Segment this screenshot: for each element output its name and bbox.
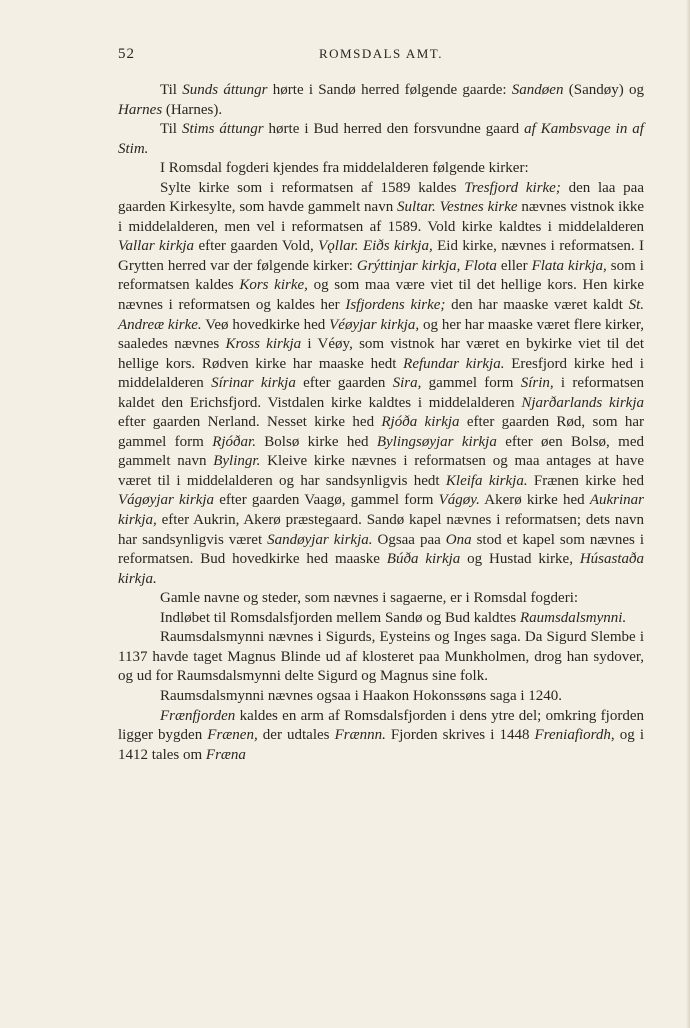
italic-term: Isfjordens kirke;	[345, 297, 446, 314]
italic-term: Sírin,	[520, 375, 554, 392]
text-run: og Hustad kirke,	[460, 551, 580, 568]
italic-term: Húsastaða kirkja.	[118, 551, 644, 587]
italic-term: Njarðarlands kirkja	[521, 394, 644, 411]
text-run: Eid kirke, nævnes i reformatsen. I Grytten herred var der følgende kirker:	[118, 238, 645, 274]
italic-term: Véøyjar kirkja,	[329, 316, 420, 333]
text-run: eller	[496, 257, 532, 274]
paragraph	[118, 120, 644, 159]
italic-term: Sírinar kirkja	[211, 375, 296, 392]
italic-term: Aukrinar kirkja,	[118, 492, 644, 529]
text-run: og her har maaske været flere kirker, saaledes nævnes	[118, 316, 644, 353]
italic-term: af Kambsvage in af Stim.	[118, 121, 644, 157]
text-run: og som maa være viet til det hellige kors. Hen kirke nævnes i reformatsen og kaldes her	[118, 277, 644, 314]
paragraph	[118, 81, 644, 120]
text-run: Eresfjord kirke hed i middelalderen	[118, 355, 644, 392]
text-run: i reformatsen kaldet den Erichsfjord. Vistdalen kirke kaldtes i middelalderen	[118, 375, 645, 411]
italic-term: Harnes	[118, 101, 163, 118]
text-run: (Harnes).	[162, 101, 223, 118]
text-run: Raumsdalsmynni nævnes ogsaa i Haakon Hokonssøns saga i 1240.	[160, 687, 563, 704]
italic-term: Bylingsøyjar kirkja	[376, 433, 497, 450]
text-run: I Romsdal fogderi kjendes fra middelalderen følgende kirker:	[160, 160, 529, 177]
paragraph	[118, 179, 644, 589]
paragraph	[118, 609, 644, 629]
text-run: den har maaske været kaldt	[445, 297, 629, 314]
text-run: efter gaarden Vold,	[194, 238, 319, 255]
text-run: Indløbet til Romsdalsfjorden mellem Sandø og Bud kaldtes	[160, 609, 520, 626]
paragraph	[118, 687, 644, 707]
italic-term: Tresfjord kirke;	[464, 179, 561, 196]
italic-term: St. Andreæ kirke.	[118, 297, 644, 333]
italic-term: Vágøyjar kirkja	[118, 492, 215, 509]
text-run: Frænen kirke hed	[527, 472, 645, 489]
paragraph	[118, 589, 644, 609]
text-run: Til	[160, 121, 182, 138]
text-run: den laa paa gaarden Kirkesylte, som havde gammelt navn	[118, 179, 644, 216]
italic-term: Ona	[445, 531, 472, 548]
paragraph	[118, 707, 644, 766]
italic-term: Vágøy.	[438, 492, 480, 509]
text-run: Til	[160, 82, 183, 98]
italic-term: Refundar kirkja.	[403, 355, 505, 372]
text-run: Gamle navne og steder, som nævnes i sagaerne, er i Romsdal fogderi:	[160, 590, 579, 607]
text-run: som i reformatsen kaldes	[118, 257, 644, 294]
italic-term: Freniafiordh,	[534, 727, 615, 744]
text-run: stod et kapel som nævnes i reformatsen. Bud hovedkirke hed maaske	[118, 531, 644, 568]
italic-term: Rjóða kirkja	[381, 414, 460, 431]
text-run: efter gaarden Vaagø, gammel form	[214, 492, 439, 509]
text-run: efter Aukrin, Akerø præstegaard. Sandø kapel nævnes i reformatsen; dets navn har sandsynligvis været	[118, 512, 644, 548]
italic-term: Stims áttungr	[181, 121, 264, 138]
italic-term: Vestnes kirke	[439, 199, 518, 216]
italic-term: Fræna	[205, 746, 246, 763]
text-run: Bolsø kirke hed	[255, 433, 377, 450]
italic-term: Frænnn.	[334, 727, 386, 744]
italic-term: Frænfjorden	[160, 707, 236, 724]
paragraph	[118, 159, 644, 179]
page-edge	[686, 0, 690, 1028]
text-run: nævnes vistnok ikke i middelalderen, men vel i reformatsen af 1589. Vold kirke kaldtes i middelalderen	[118, 199, 644, 235]
text-run: efter øen Bolsø, med gammelt navn	[118, 433, 644, 470]
italic-term: Sandøyjar kirkja.	[267, 531, 373, 548]
italic-term: Vallar kirkja	[118, 238, 195, 255]
running-title: ROMSDALS AMT.	[318, 46, 443, 61]
italic-term: Grýttinjar kirkja, Flota	[356, 257, 497, 274]
text-run: (Sandøy) og	[563, 82, 644, 98]
text-run: Sylte kirke som i reformatsen af 1589 kaldes	[160, 179, 465, 196]
text-run: der udtales	[257, 727, 335, 744]
italic-term: Flata kirkja,	[531, 257, 607, 274]
text-run: efter gaarden	[295, 375, 393, 392]
italic-term: Raumsdalsmynni.	[519, 609, 627, 626]
italic-term: Sultar.	[397, 199, 436, 216]
body-text	[118, 81, 644, 765]
italic-term: Búða kirkja	[386, 551, 461, 568]
italic-term: Sandøen	[511, 82, 564, 98]
text-run: Fjorden skrives i 1448	[385, 727, 535, 744]
italic-term: Kross kirkja	[225, 336, 302, 353]
text-run: og i 1412 tales om	[118, 727, 645, 763]
text-run: Akerø kirke hed	[479, 492, 590, 509]
text-run: kaldes en arm af Romsdalsfjorden i dens ytre del; omkring fjorden ligger bygden	[118, 707, 644, 744]
italic-term: Kors kirke,	[239, 277, 308, 294]
text-run: i Véøy, som vistnok har været en bykirke viet til det hellige kors. Rødven kirke har maaske hedt	[118, 336, 644, 372]
italic-term: Rjóðar.	[212, 433, 256, 450]
text-run: gammel form	[421, 375, 521, 392]
italic-term: Eiðs kirkja,	[362, 238, 433, 255]
text-run: Kleive kirke nævnes i reformatsen og maa antages at have været til i middelalderen og har sandsynligvis hedt	[118, 453, 644, 489]
page-number: 52	[118, 46, 135, 62]
italic-term: Vǫllar.	[318, 238, 359, 255]
page-header	[118, 46, 644, 68]
text-run: hørte i Bud herred den forsvundne gaard	[263, 121, 525, 138]
italic-term: Frænen,	[207, 727, 258, 744]
text-run: Veø hovedkirke hed	[201, 316, 330, 333]
italic-term: Kleifa kirkja.	[445, 472, 528, 489]
text-run: efter gaarden Nerland. Nesset kirke hed	[118, 414, 382, 431]
text-run: efter gaarden Rød, som har gammel form	[118, 414, 644, 450]
text-run: Ogsaa paa	[372, 531, 446, 548]
italic-term: Sira,	[392, 375, 422, 392]
italic-term: Sunds áttungr	[182, 82, 268, 98]
italic-term: Bylingr.	[213, 453, 261, 470]
text-run: Raumsdalsmynni nævnes i Sigurds, Eysteins og Inges saga. Da Sigurd Slembe i 1137 havde taget Magnus Blinde ud af klosteret paa Munkholmen, drog han sydover, og ud for Raumsdalsmynni delte Sigurd og Magnus sine folk.	[118, 629, 644, 685]
paragraph	[118, 628, 644, 687]
text-run: hørte i Sandø herred følgende gaarde:	[267, 82, 512, 98]
